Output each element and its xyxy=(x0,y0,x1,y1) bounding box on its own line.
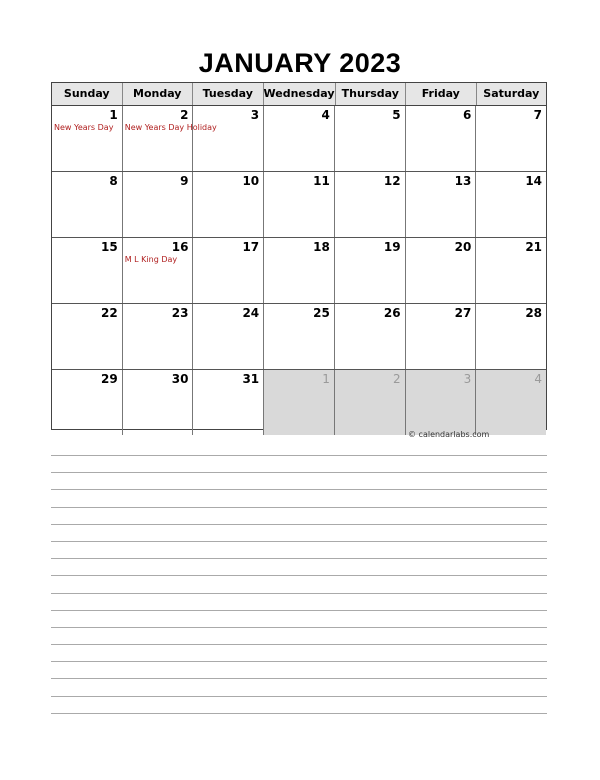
week-row xyxy=(52,172,546,238)
weekday-header-friday: Friday xyxy=(406,83,477,105)
day-number: 21 xyxy=(525,240,543,254)
note-line xyxy=(51,541,547,542)
day-number: 1 xyxy=(322,372,330,386)
note-line xyxy=(51,661,547,662)
week-row xyxy=(52,304,546,370)
day-number: 4 xyxy=(534,372,543,386)
day-cell[interactable] xyxy=(52,106,123,171)
day-cell-other-month[interactable] xyxy=(264,370,335,435)
note-line xyxy=(51,507,547,508)
credit-text: © calendarlabs.com xyxy=(408,430,490,439)
calendar-grid xyxy=(51,82,547,430)
note-line xyxy=(51,678,547,679)
weekday-header-tuesday: Tuesday xyxy=(193,83,264,105)
weekday-header-sunday: Sunday xyxy=(52,83,123,105)
weekday-header-wednesday: Wednesday xyxy=(264,83,336,105)
day-number: 28 xyxy=(525,306,543,320)
day-cell[interactable] xyxy=(335,172,406,237)
day-number: 17 xyxy=(242,240,260,254)
note-line xyxy=(51,524,547,525)
day-number: 8 xyxy=(109,174,118,188)
note-line xyxy=(51,696,547,697)
day-cell[interactable] xyxy=(193,304,264,369)
day-cell[interactable] xyxy=(123,106,217,171)
day-cell[interactable] xyxy=(264,106,335,171)
day-number: 5 xyxy=(392,108,401,122)
day-number: 30 xyxy=(171,372,189,386)
day-number: 3 xyxy=(463,372,472,386)
day-cell[interactable] xyxy=(52,238,123,303)
weekday-header-thursday: Thursday xyxy=(336,83,407,105)
day-number: 2 xyxy=(180,108,189,122)
note-line xyxy=(51,575,547,576)
note-line xyxy=(51,610,547,611)
note-line xyxy=(51,644,547,645)
calendar-title: JANUARY 2023 xyxy=(198,48,402,78)
day-number: 14 xyxy=(525,174,543,188)
note-line xyxy=(51,455,547,456)
day-cell[interactable] xyxy=(335,304,406,369)
week-row xyxy=(52,370,546,435)
day-number: 15 xyxy=(101,240,118,254)
day-number: 1 xyxy=(109,108,118,122)
day-number: 19 xyxy=(383,240,401,254)
note-line xyxy=(51,713,547,714)
day-cell[interactable] xyxy=(123,370,194,435)
day-cell[interactable] xyxy=(476,238,546,303)
day-cell[interactable] xyxy=(264,238,335,303)
day-cell[interactable] xyxy=(193,370,264,435)
day-cell[interactable] xyxy=(123,172,194,237)
day-number: 10 xyxy=(242,174,260,188)
day-number: 23 xyxy=(171,306,189,320)
day-number: 11 xyxy=(313,174,330,188)
notes-lines xyxy=(51,455,547,730)
day-cell[interactable] xyxy=(476,172,546,237)
day-cell[interactable] xyxy=(52,304,123,369)
day-number: 20 xyxy=(454,240,472,254)
day-cell[interactable] xyxy=(406,238,477,303)
week-row xyxy=(52,238,546,304)
weekday-header-monday: Monday xyxy=(123,83,194,105)
day-number: 3 xyxy=(250,108,260,122)
day-cell[interactable] xyxy=(476,304,546,369)
day-cell[interactable] xyxy=(123,304,194,369)
day-cell[interactable] xyxy=(406,106,477,171)
day-cell-other-month[interactable] xyxy=(476,370,546,435)
day-cell[interactable] xyxy=(193,106,264,171)
day-number: 31 xyxy=(242,372,260,386)
day-number: 25 xyxy=(313,306,330,320)
day-number: 2 xyxy=(392,372,401,386)
day-cell-other-month[interactable] xyxy=(406,370,477,435)
day-cell[interactable] xyxy=(406,304,477,369)
day-cell[interactable] xyxy=(123,238,194,303)
note-line xyxy=(51,558,547,559)
day-number: 29 xyxy=(101,372,118,386)
day-cell[interactable] xyxy=(335,106,406,171)
weekday-header-saturday: Saturday xyxy=(483,87,540,100)
day-number: 24 xyxy=(242,306,260,320)
holiday-label: New Years Day Holiday xyxy=(124,123,217,132)
day-cell[interactable] xyxy=(52,370,123,435)
day-number: 7 xyxy=(533,108,543,122)
day-cell[interactable] xyxy=(193,172,264,237)
note-line xyxy=(51,627,547,628)
day-number: 12 xyxy=(383,174,401,188)
weekday-header-row xyxy=(52,83,546,106)
day-number: 6 xyxy=(462,108,472,122)
day-number: 16 xyxy=(171,240,189,254)
note-line xyxy=(51,472,547,473)
day-number: 9 xyxy=(180,174,189,188)
day-number: 22 xyxy=(101,306,118,320)
day-cell[interactable] xyxy=(476,106,546,171)
day-cell[interactable] xyxy=(406,172,477,237)
day-cell[interactable] xyxy=(264,172,335,237)
day-number: 26 xyxy=(383,306,401,320)
day-number: 13 xyxy=(454,174,472,188)
day-cell-other-month[interactable] xyxy=(335,370,406,435)
note-line xyxy=(51,593,547,594)
day-number: 27 xyxy=(454,306,472,320)
holiday-label: M L King Day xyxy=(124,255,178,264)
note-line xyxy=(51,489,547,490)
day-cell[interactable] xyxy=(52,172,123,237)
day-number: 18 xyxy=(313,240,330,254)
day-number: 4 xyxy=(321,108,330,122)
day-cell[interactable] xyxy=(335,238,406,303)
day-cell[interactable] xyxy=(193,238,264,303)
day-cell[interactable] xyxy=(264,304,335,369)
week-row xyxy=(52,106,546,172)
holiday-label: New Years Day xyxy=(54,123,114,132)
